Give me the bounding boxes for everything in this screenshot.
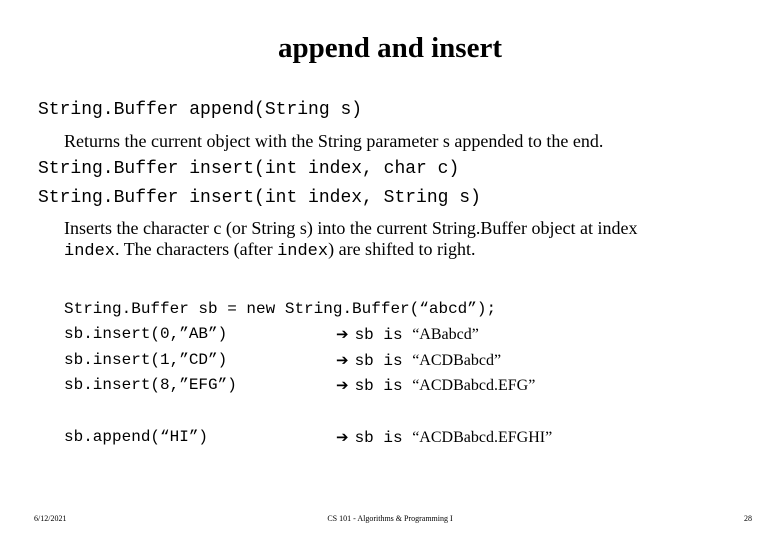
description-text: ) are shifted to right. <box>328 239 476 259</box>
footer-course: CS 101 - Algorithms & Programming I <box>327 514 453 523</box>
footer-page-number: 28 <box>744 514 752 523</box>
code-index: index <box>277 242 329 261</box>
example-result <box>336 428 552 447</box>
result-prefix: sb is <box>354 377 403 395</box>
example-declaration: String.Buffer sb = new String.Buffer(“abcd”); <box>64 300 497 318</box>
example-call: sb.insert(1,”CD”) <box>64 351 228 369</box>
footer-date: 6/12/2021 <box>34 514 67 523</box>
signature-insert-string: String.Buffer insert(int index, String s) <box>38 188 481 208</box>
example-call: sb.insert(0,”AB”) <box>64 325 228 343</box>
right-arrow-icon: ➔ <box>336 376 349 394</box>
description-insert-line2 <box>64 239 476 261</box>
result-value: “ACDBabcd.EFG” <box>412 377 536 394</box>
description-text: . The characters (after <box>115 239 278 259</box>
example-result <box>336 325 479 344</box>
description-append: Returns the current object with the String parameter s appended to the end. <box>64 131 604 151</box>
example-result <box>336 351 501 370</box>
code-index: index <box>64 242 116 261</box>
example-call: sb.append(“HI”) <box>64 428 209 446</box>
right-arrow-icon: ➔ <box>336 428 349 446</box>
right-arrow-icon: ➔ <box>336 325 349 343</box>
example-call: sb.insert(8,”EFG”) <box>64 376 237 394</box>
description-insert-line1: Inserts the character c (or String s) into the current String.Buffer object at index <box>64 218 638 238</box>
signature-insert-char: String.Buffer insert(int index, char c) <box>38 159 460 179</box>
result-value: “ACDBabcd.EFGHI” <box>412 429 553 446</box>
result-value: “ABabcd” <box>412 326 479 343</box>
example-result <box>336 376 535 395</box>
right-arrow-icon: ➔ <box>336 351 349 369</box>
signature-append: String.Buffer append(String s) <box>38 100 363 120</box>
result-prefix: sb is <box>354 429 403 447</box>
slide-title: append and insert <box>277 32 502 64</box>
result-value: “ACDBabcd” <box>412 352 502 369</box>
result-prefix: sb is <box>354 326 403 344</box>
result-prefix: sb is <box>354 352 403 370</box>
